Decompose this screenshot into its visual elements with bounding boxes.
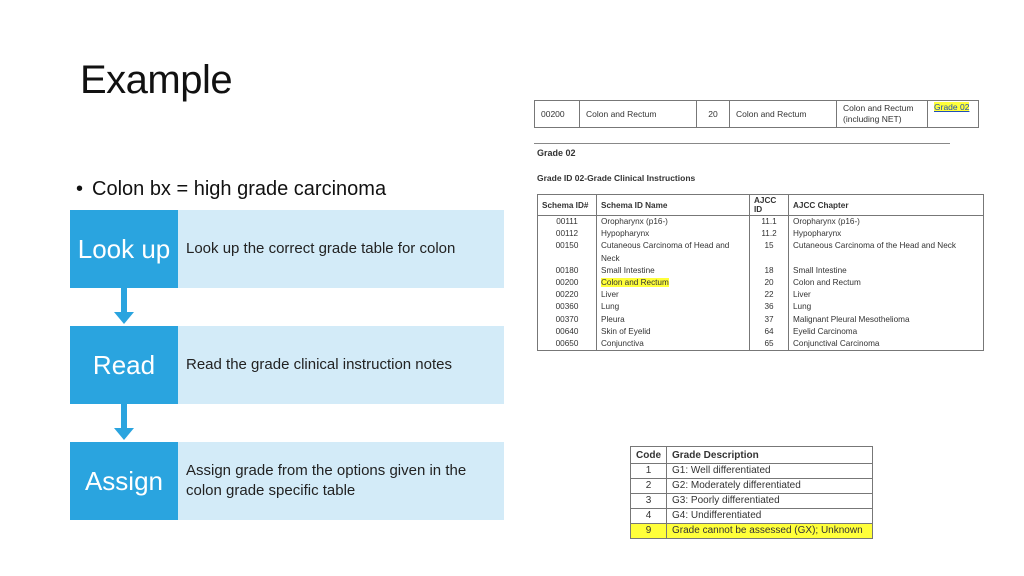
table-row bbox=[538, 216, 984, 229]
grade-code-table bbox=[630, 446, 873, 539]
arrow-head-icon bbox=[114, 312, 134, 324]
grade-link[interactable]: Grade 02 bbox=[934, 102, 970, 112]
col-header: Schema ID# bbox=[538, 195, 597, 216]
arrow-head-icon bbox=[114, 428, 134, 440]
table-cell bbox=[597, 277, 750, 289]
bullet-item bbox=[76, 178, 386, 201]
highlighted-schema-name: Colon and Rectum bbox=[601, 277, 669, 287]
table-cell: 00150 bbox=[538, 240, 597, 252]
table-cell: 00360 bbox=[538, 301, 597, 313]
step-lookup-text: Look up the correct grade table for colon bbox=[178, 210, 504, 288]
col-header: AJCC ID bbox=[750, 195, 789, 216]
table-cell: 00370 bbox=[538, 314, 597, 326]
table-cell: 00112 bbox=[538, 228, 597, 240]
table-row bbox=[631, 509, 873, 524]
table-row bbox=[538, 314, 984, 326]
col-header: AJCC Chapter bbox=[789, 195, 984, 216]
table-cell: 18 bbox=[750, 265, 789, 277]
table-row bbox=[538, 240, 984, 252]
table-cell: Grade cannot be assessed (GX); Unknown bbox=[667, 524, 873, 539]
schema-desc-line1: Colon and Rectum bbox=[843, 103, 914, 113]
table-cell bbox=[789, 253, 984, 265]
table-cell: 00220 bbox=[538, 289, 597, 301]
table-row bbox=[538, 289, 984, 301]
table-cell: 2 bbox=[631, 479, 667, 494]
table-cell: G2: Moderately differentiated bbox=[667, 479, 873, 494]
table-cell: 00650 bbox=[538, 338, 597, 351]
table-cell: Cutaneous Carcinoma of Head and bbox=[597, 240, 750, 252]
schema-desc-line2: (including NET) bbox=[843, 114, 902, 124]
table-row bbox=[538, 338, 984, 351]
bullet-dot-icon: • bbox=[76, 178, 84, 200]
table-cell: Colon and Rectum bbox=[789, 277, 984, 289]
table-cell: Small Intestine bbox=[789, 265, 984, 277]
table-cell: Hypopharynx bbox=[789, 228, 984, 240]
schema-name-cell: Colon and Rectum bbox=[580, 101, 697, 128]
table-cell: 11.2 bbox=[750, 228, 789, 240]
table-cell: Lung bbox=[789, 301, 984, 313]
table-cell: 1 bbox=[631, 464, 667, 479]
step-read-label: Read bbox=[70, 326, 178, 404]
table-cell: 00180 bbox=[538, 265, 597, 277]
table-header-row bbox=[631, 447, 873, 464]
table-cell: Liver bbox=[789, 289, 984, 301]
instructions-table bbox=[537, 194, 984, 351]
table-cell: 11.1 bbox=[750, 216, 789, 229]
table-cell: 36 bbox=[750, 301, 789, 313]
table-cell: Hypopharynx bbox=[597, 228, 750, 240]
table-row bbox=[538, 277, 984, 289]
ajcc-chapter-cell: Colon and Rectum bbox=[730, 101, 837, 128]
table-cell: 9 bbox=[631, 524, 667, 539]
table-cell: Liver bbox=[597, 289, 750, 301]
table-cell: G3: Poorly differentiated bbox=[667, 494, 873, 509]
table-cell: Conjunctival Carcinoma bbox=[789, 338, 984, 351]
grade-heading: Grade 02 bbox=[537, 148, 576, 158]
table-row bbox=[538, 228, 984, 240]
table-row bbox=[538, 253, 984, 265]
table-cell: 3 bbox=[631, 494, 667, 509]
table-cell: 20 bbox=[750, 277, 789, 289]
step-read-text: Read the grade clinical instruction notes bbox=[178, 326, 504, 404]
instructions-heading: Grade ID 02-Grade Clinical Instructions bbox=[537, 173, 696, 183]
table-cell bbox=[538, 253, 597, 265]
table-cell: 00200 bbox=[538, 277, 597, 289]
table-cell: G4: Undifferentiated bbox=[667, 509, 873, 524]
arrow-down-icon bbox=[121, 288, 127, 312]
table-cell: Malignant Pleural Mesothelioma bbox=[789, 314, 984, 326]
table-cell: Conjunctiva bbox=[597, 338, 750, 351]
table-cell: 15 bbox=[750, 240, 789, 252]
arrow-down-icon bbox=[121, 404, 127, 428]
schema-desc-cell bbox=[837, 101, 928, 128]
table-cell: Pleura bbox=[597, 314, 750, 326]
col-header: Schema ID Name bbox=[597, 195, 750, 216]
table-cell bbox=[750, 253, 789, 265]
step-lookup-label: Look up bbox=[70, 210, 178, 288]
table-cell: 00111 bbox=[538, 216, 597, 229]
slide-title: Example bbox=[80, 58, 233, 102]
table-cell: Oropharynx (p16-) bbox=[789, 216, 984, 229]
table-cell: Oropharynx (p16-) bbox=[597, 216, 750, 229]
divider bbox=[534, 143, 950, 144]
table-cell: 65 bbox=[750, 338, 789, 351]
table-cell: Neck bbox=[597, 253, 750, 265]
table-row bbox=[631, 494, 873, 509]
schema-row-table bbox=[534, 100, 979, 128]
table-cell: Cutaneous Carcinoma of the Head and Neck bbox=[789, 240, 984, 252]
col-header: Code bbox=[631, 447, 667, 464]
table-row bbox=[538, 326, 984, 338]
table-cell: Skin of Eyelid bbox=[597, 326, 750, 338]
table-row bbox=[631, 464, 873, 479]
table-row bbox=[535, 101, 979, 128]
table-row bbox=[631, 479, 873, 494]
table-cell: G1: Well differentiated bbox=[667, 464, 873, 479]
bullet-text: Colon bx = high grade carcinoma bbox=[92, 178, 387, 200]
table-cell: 22 bbox=[750, 289, 789, 301]
table-cell: 64 bbox=[750, 326, 789, 338]
table-cell: 4 bbox=[631, 509, 667, 524]
schema-id-cell: 00200 bbox=[535, 101, 580, 128]
table-cell: Small Intestine bbox=[597, 265, 750, 277]
step-assign-label: Assign bbox=[70, 442, 178, 520]
table-row-highlighted bbox=[631, 524, 873, 539]
table-row bbox=[538, 265, 984, 277]
step-assign-text: Assign grade from the options given in the colon grade specific table bbox=[178, 442, 504, 520]
table-row bbox=[538, 301, 984, 313]
table-cell: Lung bbox=[597, 301, 750, 313]
grade-link-cell bbox=[928, 101, 979, 128]
table-cell: 37 bbox=[750, 314, 789, 326]
ajcc-id-cell: 20 bbox=[697, 101, 730, 128]
col-header: Grade Description bbox=[667, 447, 873, 464]
table-header-row bbox=[538, 195, 984, 216]
table-cell: 00640 bbox=[538, 326, 597, 338]
table-cell: Eyelid Carcinoma bbox=[789, 326, 984, 338]
